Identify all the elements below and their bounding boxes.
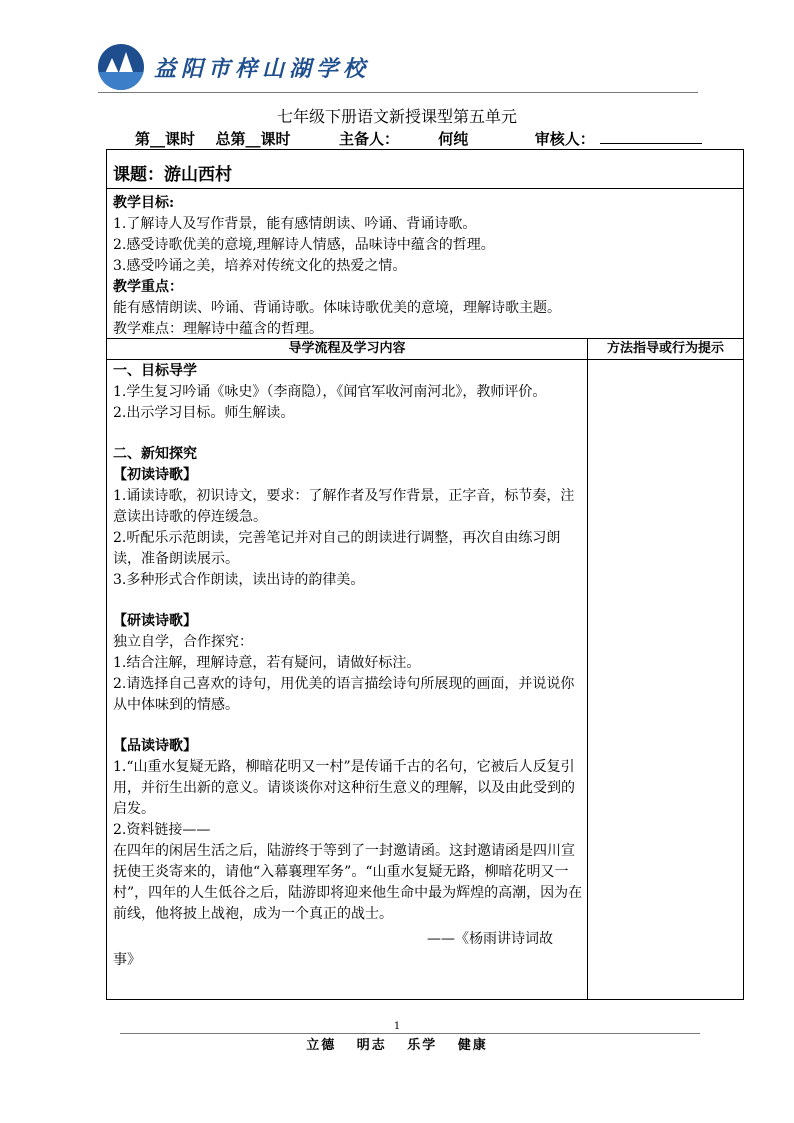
school-logo	[98, 44, 144, 90]
goals-heading: 教学目标:	[113, 195, 175, 211]
list-item: 2.出示学习目标。师生解读。	[113, 405, 295, 421]
subsection-heading: 【品读诗歌】	[113, 738, 197, 754]
objectives-section	[106, 188, 744, 339]
lesson-meta-line	[135, 128, 735, 150]
guidance-column	[587, 359, 744, 1000]
goal-item: 2.感受诗歌优美的意境,理解诗人情感，品味诗中蕴含的哲理。	[113, 237, 495, 253]
subsection-intro: 独立自学，合作探究：	[113, 634, 253, 650]
list-item: 2.资料链接——	[113, 822, 211, 838]
subsection-heading: 【初读诗歌】	[113, 467, 197, 483]
total-lesson-number: 总第__课时	[215, 130, 291, 148]
list-item: 2.听配乐示范朗读，完善笔记并对自己的朗读进行调整，再次自由练习朗读，准备朗读展示。	[113, 530, 561, 567]
page-number: 1	[393, 1021, 401, 1032]
passage-source: ——《杨雨讲诗词故	[427, 931, 553, 947]
subsection-heading: 【研读诗歌】	[113, 613, 197, 629]
list-item: 1.“山重水复疑无路，柳暗花明又一村”是传诵千古的名句，它被后人反复引用，并衍生出新的意义。请谈谈你对这种衍生意义的理解，以及由此受到的启发。	[113, 759, 575, 817]
list-item: 3.多种形式合作朗读，读出诗的韵律美。	[113, 572, 365, 588]
lesson-number: 第__课时	[135, 130, 196, 148]
key-points-text: 能有感情朗读、吟诵、背诵诗歌。体味诗歌优美的意境，理解诗歌主题。	[113, 300, 561, 316]
reference-passage: 在四年的闲居生活之后，陆游终于等到了一封邀请函。这封邀请函是四川宣抚使王炎寄来的，请他“入幕襄理军务”。“山重水复疑无路，柳暗花明又一村”，四年的人生低谷之后，陆游即将迎来他生命中最为辉煌的高潮，因为在前线，他将披上战袍，成为一个真正的战士。	[113, 843, 583, 922]
section-heading: 一、目标导学	[113, 363, 197, 379]
key-points-heading: 教学重点：	[113, 279, 183, 295]
passage-source-end: 事》	[113, 952, 141, 968]
difficulty-text: 教学难点：理解诗中蕴含的哲理。	[113, 321, 323, 337]
school-name: 益阳市梓山湖学校	[154, 56, 371, 82]
preparer-label: 主备人：	[338, 130, 399, 148]
reviewer-label: 审核人：	[534, 130, 595, 148]
content-column	[106, 359, 588, 1000]
preparer-name: 何纯	[404, 128, 502, 150]
section-heading: 二、新知探究	[113, 446, 197, 462]
school-motto: 立德 明志 乐学 健康	[306, 1038, 488, 1053]
list-item: 2.请选择自己喜欢的诗句，用优美的语言描绘诗句所展现的画面，并说说你从中体味到的情感。	[113, 676, 575, 713]
list-item: 1.诵读诗歌，初识诗文，要求：了解作者及写作背景，正字音，标节奏，注意读出诗歌的停连缓急。	[113, 488, 575, 525]
column-header-content: 导学流程及学习内容	[106, 338, 588, 360]
logo-water-shape	[98, 72, 144, 90]
page-header	[98, 44, 698, 90]
document-title: 七年级下册语文新授课型第五单元	[276, 107, 517, 126]
list-item: 1.结合注解，理解诗意，若有疑问，请做好标注。	[113, 655, 421, 671]
list-item: 1.学生复习吟诵《咏史》（李商隐），《闻官军收河南河北》，教师评价。	[113, 384, 547, 400]
column-header-guidance: 方法指导或行为提示	[587, 338, 744, 360]
goal-item: 1.了解诗人及写作背景，能有感情朗读、吟诵、背诵诗歌。	[113, 216, 477, 232]
reviewer-name	[600, 128, 702, 144]
goal-item: 3.感受吟诵之美，培养对传统文化的热爱之情。	[113, 258, 407, 274]
header-divider	[98, 92, 698, 93]
lesson-topic: 课题：游山西村	[106, 149, 744, 189]
